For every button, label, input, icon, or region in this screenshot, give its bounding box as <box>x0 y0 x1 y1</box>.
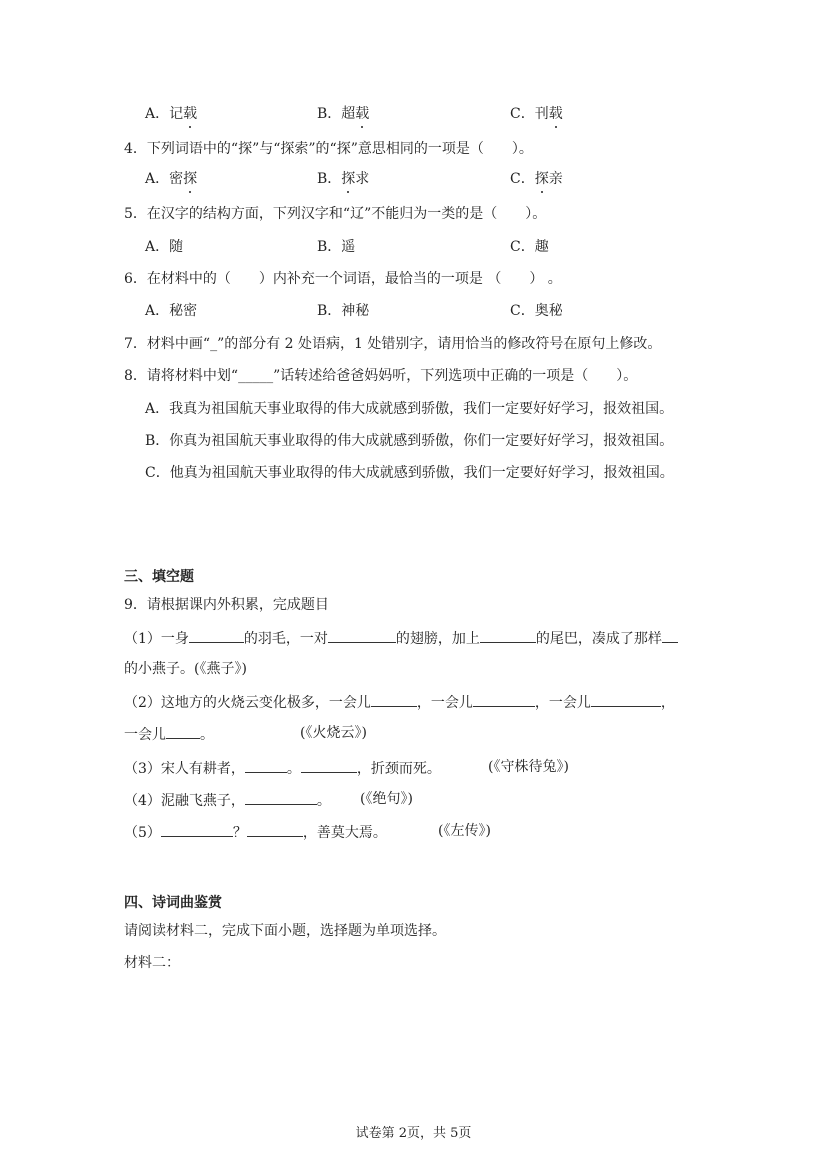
q6-option-a[interactable]: A．秘密 <box>145 303 198 319</box>
option-text: 记 <box>169 106 184 122</box>
fill-blank[interactable] <box>247 822 303 837</box>
option-label: B． <box>317 171 342 187</box>
q9-part2-line2 <box>124 724 214 744</box>
q9-part1-line2: 的小燕子。(《燕子》) <box>124 661 247 677</box>
text: （3）宋人有耕者， <box>124 761 245 777</box>
q9-part5-source: (《左传》) <box>438 823 491 839</box>
option-label: B． <box>317 106 342 122</box>
text: （2）这地方的火烧云变化极多，一会儿 <box>124 695 371 711</box>
text: 的翅膀，加上 <box>395 631 480 647</box>
text: 。 <box>286 761 301 777</box>
option-text: 刊 <box>534 106 549 122</box>
q9-part2-source: (《火烧云》) <box>300 725 367 741</box>
fill-blank[interactable] <box>189 628 244 643</box>
section-3-title: 三、填空题 <box>124 569 194 585</box>
q4-option-b[interactable] <box>317 170 369 188</box>
option-label: A． <box>145 106 170 122</box>
text: ， <box>660 695 675 711</box>
q9-part2-line1 <box>124 692 675 712</box>
text: 。 <box>200 727 214 743</box>
q9-part3-source: (《守株待兔》) <box>488 759 569 775</box>
q8-option-b[interactable]: B．你真为祖国航天事业取得的伟大成就感到骄傲，你们一定要好好学习，报效祖国。 <box>145 433 674 449</box>
fill-blank[interactable] <box>473 692 535 707</box>
emphasis-char: 探 <box>341 171 356 187</box>
q6-option-b[interactable]: B．神秘 <box>317 303 370 319</box>
q5-option-c[interactable]: C．趣 <box>510 239 549 255</box>
q8-option-c[interactable]: C．他真为祖国航天事业取得的伟大成就感到骄傲，我们一定要好好学习，报效祖国。 <box>145 465 674 481</box>
q9-part5 <box>124 822 387 842</box>
q9-part3 <box>124 758 441 778</box>
emphasis-char: 载 <box>355 106 370 122</box>
emphasis-char: 载 <box>183 106 198 122</box>
fill-blank[interactable] <box>301 758 357 773</box>
q9-part4 <box>124 790 331 810</box>
q8-option-a[interactable]: A．我真为祖国航天事业取得的伟大成就感到骄傲，我们一定要好好学习，报效祖国。 <box>145 401 674 417</box>
q3-option-b[interactable] <box>317 105 369 123</box>
text: 一会儿 <box>124 727 166 743</box>
q4-option-a[interactable] <box>145 170 197 188</box>
fill-blank[interactable] <box>480 628 536 643</box>
section-4-title: 四、诗词曲鉴赏 <box>124 895 222 911</box>
text: 的尾巴，凑成了那样 <box>535 631 662 647</box>
q7-stem: 7．材料中画“_”的部分有 2 处语病，1 处错别字，请用恰当的修改符号在原句上修改。 <box>124 336 662 352</box>
option-label: C． <box>510 106 535 122</box>
q9-part1-line1 <box>124 628 678 648</box>
fill-blank[interactable] <box>245 758 287 773</box>
option-label: C． <box>510 171 535 187</box>
fill-blank[interactable] <box>591 692 661 707</box>
option-label: A． <box>145 171 170 187</box>
fill-blank[interactable] <box>161 822 233 837</box>
q4-option-c[interactable] <box>510 170 563 188</box>
fill-blank[interactable] <box>328 628 396 643</box>
text: ，折颈而死。 <box>356 761 441 777</box>
text: ，一会儿 <box>416 695 473 711</box>
text: ？ <box>232 825 247 841</box>
emphasis-char: 载 <box>548 106 563 122</box>
fill-blank[interactable] <box>371 692 417 707</box>
option-text: 超 <box>341 106 356 122</box>
text: ，善莫大焉。 <box>302 825 387 841</box>
option-text: 亲 <box>548 171 563 187</box>
text: （5） <box>124 825 161 841</box>
text: 的羽毛，一对 <box>243 631 328 647</box>
q5-stem: 5．在汉字的结构方面，下列汉字和“辽”不能归为一类的是（ ）。 <box>124 206 547 222</box>
section-4-instruction: 请阅读材料二，完成下面小题，选择题为单项选择。 <box>124 923 446 939</box>
q3-option-c[interactable] <box>510 105 563 123</box>
material-label: 材料二： <box>124 955 180 971</box>
q5-option-b[interactable]: B．遥 <box>317 239 356 255</box>
q5-option-a[interactable]: A．随 <box>145 239 184 255</box>
text: （4）泥融飞燕子， <box>124 793 245 809</box>
text: 。 <box>316 793 331 809</box>
option-text: 求 <box>355 171 370 187</box>
q6-option-c[interactable]: C．奥秘 <box>510 303 563 319</box>
fill-blank[interactable] <box>166 724 200 739</box>
text: ，一会儿 <box>534 695 591 711</box>
fill-blank[interactable] <box>662 628 678 643</box>
option-text: 密 <box>169 171 184 187</box>
q3-option-a[interactable] <box>145 105 197 123</box>
q8-stem: 8．请将材料中划“_____”话转述给爸爸妈妈听，下列选项中正确的一项是（ ）。 <box>124 368 638 384</box>
q6-stem: 6．在材料中的（ ）内补充一个词语，最恰当的一项是 （ ） 。 <box>124 271 562 287</box>
text: （1）一身 <box>124 631 189 647</box>
emphasis-char: 探 <box>183 171 198 187</box>
q4-stem: 4．下列词语中的“探”与“探索”的“探”意思相同的一项是（ ）。 <box>124 141 533 157</box>
page-footer: 试卷第 2页，共 5页 <box>355 1126 472 1141</box>
q9-part4-source: (《绝句》) <box>360 791 413 807</box>
q9-stem: 9．请根据课内外积累，完成题目 <box>124 597 329 613</box>
emphasis-char: 探 <box>534 171 549 187</box>
fill-blank[interactable] <box>245 790 317 805</box>
